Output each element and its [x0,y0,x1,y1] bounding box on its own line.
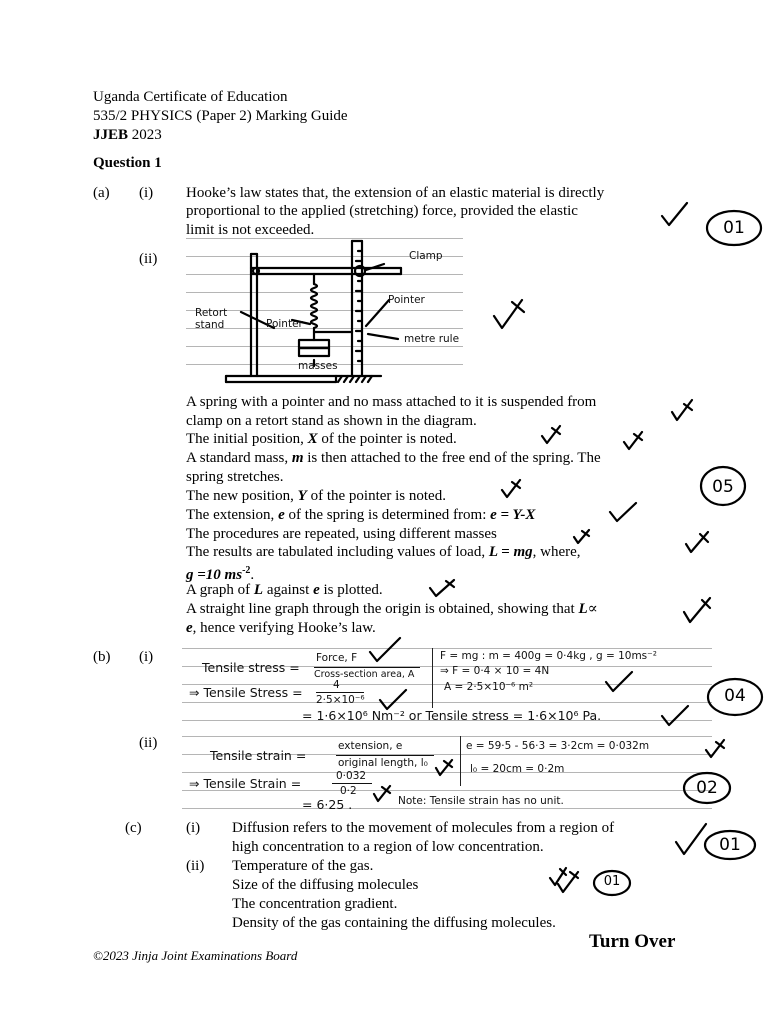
a-i-line-3: limit is not exceeded. [186,222,315,238]
working-divider [432,648,433,708]
a-ii-line-9 [186,543,581,561]
text: The initial position, [186,431,308,447]
tick-cross-mark [372,784,396,804]
label-c: (c) [125,820,142,836]
double-tick-mark [548,866,582,896]
tick-cross-mark [428,578,458,600]
label-a-i: (i) [139,185,154,201]
text: A standard mass, [186,450,292,466]
label-metre-rule: metre rule [404,333,460,345]
text: is plotted. [319,582,383,598]
given-original-length: l₀ = 20cm = 0·2m [470,763,565,775]
tick-cross-mark [670,398,698,424]
tick-cross-mark [434,758,458,778]
rule-line [182,736,712,737]
text: against [263,582,314,598]
stress-sub-num: 4 [333,679,340,691]
label-clamp: Clamp [409,250,443,262]
a-ii-line-4 [186,449,601,467]
tick-cross-mark [684,530,714,556]
exam-year: 2023 [128,127,162,143]
gravity-value: g =10 $ms^{-2}$ [186,565,251,583]
fraction-bar [336,755,434,756]
c-ii-line-3: The concentration gradient. [232,896,398,912]
given-area: A = 2·5×10⁻⁶ m² [444,681,534,693]
tick-cross-mark [492,296,532,336]
header-line-2: 535/2 PHYSICS (Paper 2) Marking Guide [93,108,348,124]
given-force-line-2: ⇒ F = 0·4 × 10 = 4N [440,665,550,677]
stress-label: Tensile stress = [202,660,300,675]
strain-denominator: original length, l₀ [338,757,428,769]
var-e: e [313,582,320,598]
question-title: Question 1 [93,155,162,171]
label-b: (b) [93,649,111,665]
score-b-ii: 02 [696,778,718,798]
tick-cross-mark [572,528,594,546]
stress-numerator: Force, F [316,652,358,664]
tick-cross-mark [622,430,648,452]
var-x: X [307,431,318,447]
fraction-bar [314,667,420,668]
fraction-bar [332,783,372,784]
label-retort-2: stand [195,319,225,331]
header-line-1: Uganda Certificate of Education [93,89,288,105]
tick-mark [660,200,690,230]
a-ii-line-7 [186,506,535,524]
tick-mark [608,500,638,524]
stress-sub-den: 2·5×10⁻⁶ [316,694,365,706]
tick-cross-mark [540,424,566,446]
rule-line [182,648,712,649]
a-ii-line-12 [186,600,598,618]
strain-numerator: extension, e [338,740,403,752]
c-i-line-2: high concentration to a region of low concentration. [232,839,544,855]
a-ii-line-1: A spring with a pointer and no mass attached to it is suspended from [186,394,597,410]
strain-sub-den: 0·2 [340,785,357,797]
text: is then attached to the free end of the spring. The [303,450,601,466]
label-a: (a) [93,185,110,201]
label-a-ii: (ii) [139,251,158,267]
a-ii-line-2: clamp on a retort stand as shown in the diagram. [186,413,477,429]
tick-mark [604,670,634,694]
label-b-ii: (ii) [139,735,158,751]
text: of the pointer is noted. [306,488,446,504]
var-y: Y [297,488,307,504]
proportional-symbol: ∝ [587,601,598,617]
text: The results are tabulated including values of load, [186,544,489,560]
score-a-ii: 05 [712,477,734,497]
stress-sub-label: ⇒ Tensile Stress = [189,685,303,700]
var-m: m [291,450,304,466]
text: , where, [532,544,581,560]
tick-cross-mark [704,738,730,760]
var-l: L [253,582,264,598]
a-ii-line-8: The procedures are repeated, using different masses [186,526,497,542]
text: of the pointer is noted. [317,431,457,447]
c-ii-line-1: Temperature of the gas. [232,858,374,874]
load-formula: L = mg [488,544,533,560]
var-l: L [578,601,588,617]
label-pointer-right: Pointer [388,294,425,306]
a-ii-line-11 [186,581,383,599]
working-divider [460,736,461,786]
rule-line [182,808,712,809]
text: , hence verifying Hooke’s law. [192,620,376,636]
fraction-bar [316,692,364,693]
strain-sub-num: 0·032 [336,770,367,782]
header-line-3 [93,126,162,144]
label-masses: masses [298,360,338,372]
var-e: e [278,507,285,523]
a-i-line-2: proportional to the applied (stretching) force, provided the elastic [186,203,578,219]
strain-result: = 6·25 . [302,797,353,812]
tick-cross-mark [682,596,714,626]
strain-sub-label: ⇒ Tensile Strain = [189,776,302,791]
a-ii-line-13 [186,619,376,637]
tick-mark [378,688,408,712]
board-abbrev: JJEB [93,127,129,143]
c-i-line-1: Diffusion refers to the movement of molecules from a region of [232,820,615,836]
tick-cross-mark [500,478,526,500]
text: The extension, [186,507,279,523]
var-e: e [186,620,193,636]
text: of the spring is determined from: [284,507,491,523]
copyright-footer: ©2023 Jinja Joint Examinations Board [93,948,298,963]
label-c-ii: (ii) [186,858,205,874]
tick-mark [368,636,402,664]
stress-denominator: Cross-section area, A [314,669,415,680]
score-c-i: 01 [719,835,741,855]
label-pointer-left: Pointer [266,318,303,330]
turn-over: Turn Over [589,931,676,952]
text: A straight line graph through the origin is obtained, showing that [186,601,579,617]
a-ii-line-6 [186,487,446,505]
c-ii-line-2: Size of the diffusing molecules [232,877,419,893]
rule-line [182,702,712,703]
score-a-i: 01 [723,218,745,238]
text: . [250,567,255,583]
c-ii-line-4: Density of the gas containing the diffusing molecules. [232,915,556,931]
score-b-i: 04 [724,686,746,706]
text: The new position, [186,488,298,504]
tick-mark [660,704,690,728]
given-force-line-1: F = mg : m = 400g = 0·4kg , g = 10ms⁻² [440,650,657,662]
a-ii-line-5: spring stretches. [186,469,284,485]
label-b-i: (i) [139,649,154,665]
strain-note: Note: Tensile strain has no unit. [398,795,564,807]
a-ii-line-3 [186,430,457,448]
strain-label: Tensile strain = [210,748,307,763]
text: A graph of [186,582,254,598]
stress-result: = 1·6×10⁶ Nm⁻² or Tensile stress = 1·6×10⁶ Pa. [302,708,602,723]
label-retort-1: Retort [195,307,228,319]
a-i-line-1: Hooke’s law states that, the extension of an elastic material is directly [186,185,605,201]
score-c-ii: 01 [603,874,621,889]
label-c-i: (i) [186,820,201,836]
extension-formula: e = Y-X [490,507,536,523]
given-extension: e = 59·5 - 56·3 = 3·2cm = 0·032m [466,740,650,752]
